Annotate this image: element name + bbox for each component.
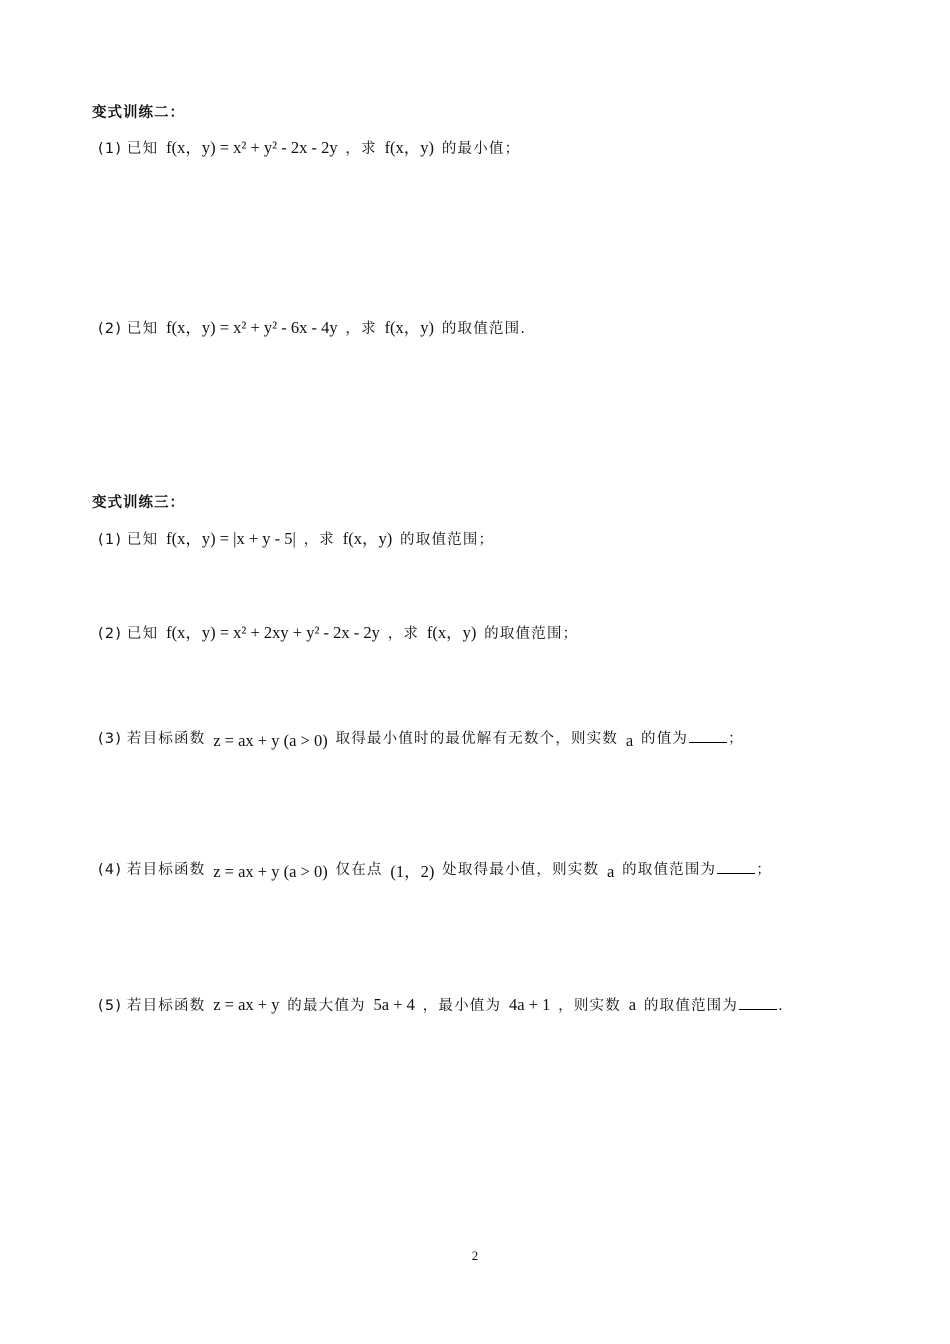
- formula: f(x，y): [384, 138, 435, 157]
- question-text: 若目标函数: [126, 731, 206, 747]
- question-text: 的取值范围为: [643, 998, 739, 1014]
- question-text: 已知: [126, 532, 159, 548]
- formula: a: [606, 862, 615, 881]
- formula: z = ax + y: [213, 995, 280, 1014]
- section-2-question-2: [98, 314, 526, 338]
- question-label: (2): [98, 321, 123, 337]
- formula: f(x，y): [342, 529, 393, 548]
- formula: f(x，y) = x² + 2xy + y² - 2x - 2y: [166, 623, 380, 642]
- question-label: (4): [98, 862, 123, 878]
- question-text: 的取值范围；: [484, 626, 579, 642]
- question-text: ；: [756, 862, 772, 878]
- question-text: ，求: [303, 532, 335, 548]
- question-text: 已知: [126, 141, 159, 157]
- section-3-question-2: [98, 619, 578, 643]
- question-text: 的取值范围.: [441, 321, 527, 337]
- question-label: (5): [98, 998, 123, 1014]
- question-text: 的取值范围；: [400, 532, 495, 548]
- answer-blank: [739, 996, 777, 1010]
- section-3-question-3: [98, 727, 744, 748]
- question-label: (1): [98, 141, 123, 157]
- question-text: ，则实数: [558, 998, 621, 1014]
- question-text: ，求: [345, 321, 377, 337]
- formula: (1，2): [390, 862, 435, 881]
- question-label: (1): [98, 532, 123, 548]
- question-text: ，求: [345, 141, 377, 157]
- formula: f(x，y): [384, 318, 435, 337]
- question-text: 已知: [126, 321, 159, 337]
- question-text: 的取值范围为: [622, 862, 717, 878]
- question-text: 若目标函数: [126, 862, 206, 878]
- question-text: 的最大值为: [287, 998, 366, 1014]
- formula: a: [625, 731, 634, 750]
- answer-blank: [689, 729, 727, 743]
- section-3-question-1: [98, 525, 494, 549]
- section-3-question-4: [98, 855, 772, 879]
- question-text: 的值为: [641, 731, 689, 747]
- formula: f(x，y) = x² + y² - 2x - 2y: [166, 138, 338, 157]
- formula: z = ax + y (a > 0): [213, 862, 328, 881]
- formula: f(x，y): [426, 623, 477, 642]
- section-2-question-1: [98, 134, 520, 158]
- question-text: 的最小值；: [441, 141, 521, 157]
- question-text: ；: [728, 731, 744, 747]
- answer-blank: [717, 860, 755, 874]
- question-text: 处取得最小值，则实数: [442, 862, 600, 878]
- question-label: (3): [98, 731, 123, 747]
- question-text: .: [778, 998, 784, 1014]
- formula: z = ax + y (a > 0): [213, 731, 328, 750]
- question-text: 若目标函数: [126, 998, 206, 1014]
- question-text: 已知: [126, 626, 159, 642]
- question-label: (2): [98, 626, 123, 642]
- page-number: 2: [471, 1248, 479, 1263]
- formula: f(x，y) = x² + y² - 6x - 4y: [166, 318, 338, 337]
- section-2-title: 变式训练二：: [92, 105, 185, 121]
- formula: 5a + 4: [373, 995, 415, 1014]
- formula: f(x，y) = |x + y - 5|: [166, 529, 296, 548]
- section-3-title: 变式训练三：: [92, 495, 185, 511]
- question-text: 取得最小值时的最优解有无数个，则实数: [335, 731, 619, 747]
- question-text: ，最小值为: [422, 998, 502, 1014]
- section-3-question-5: [98, 994, 784, 1015]
- formula: a: [628, 995, 637, 1014]
- question-text: 仅在点: [335, 862, 383, 878]
- formula: 4a + 1: [508, 995, 551, 1014]
- question-text: ，求: [387, 626, 420, 642]
